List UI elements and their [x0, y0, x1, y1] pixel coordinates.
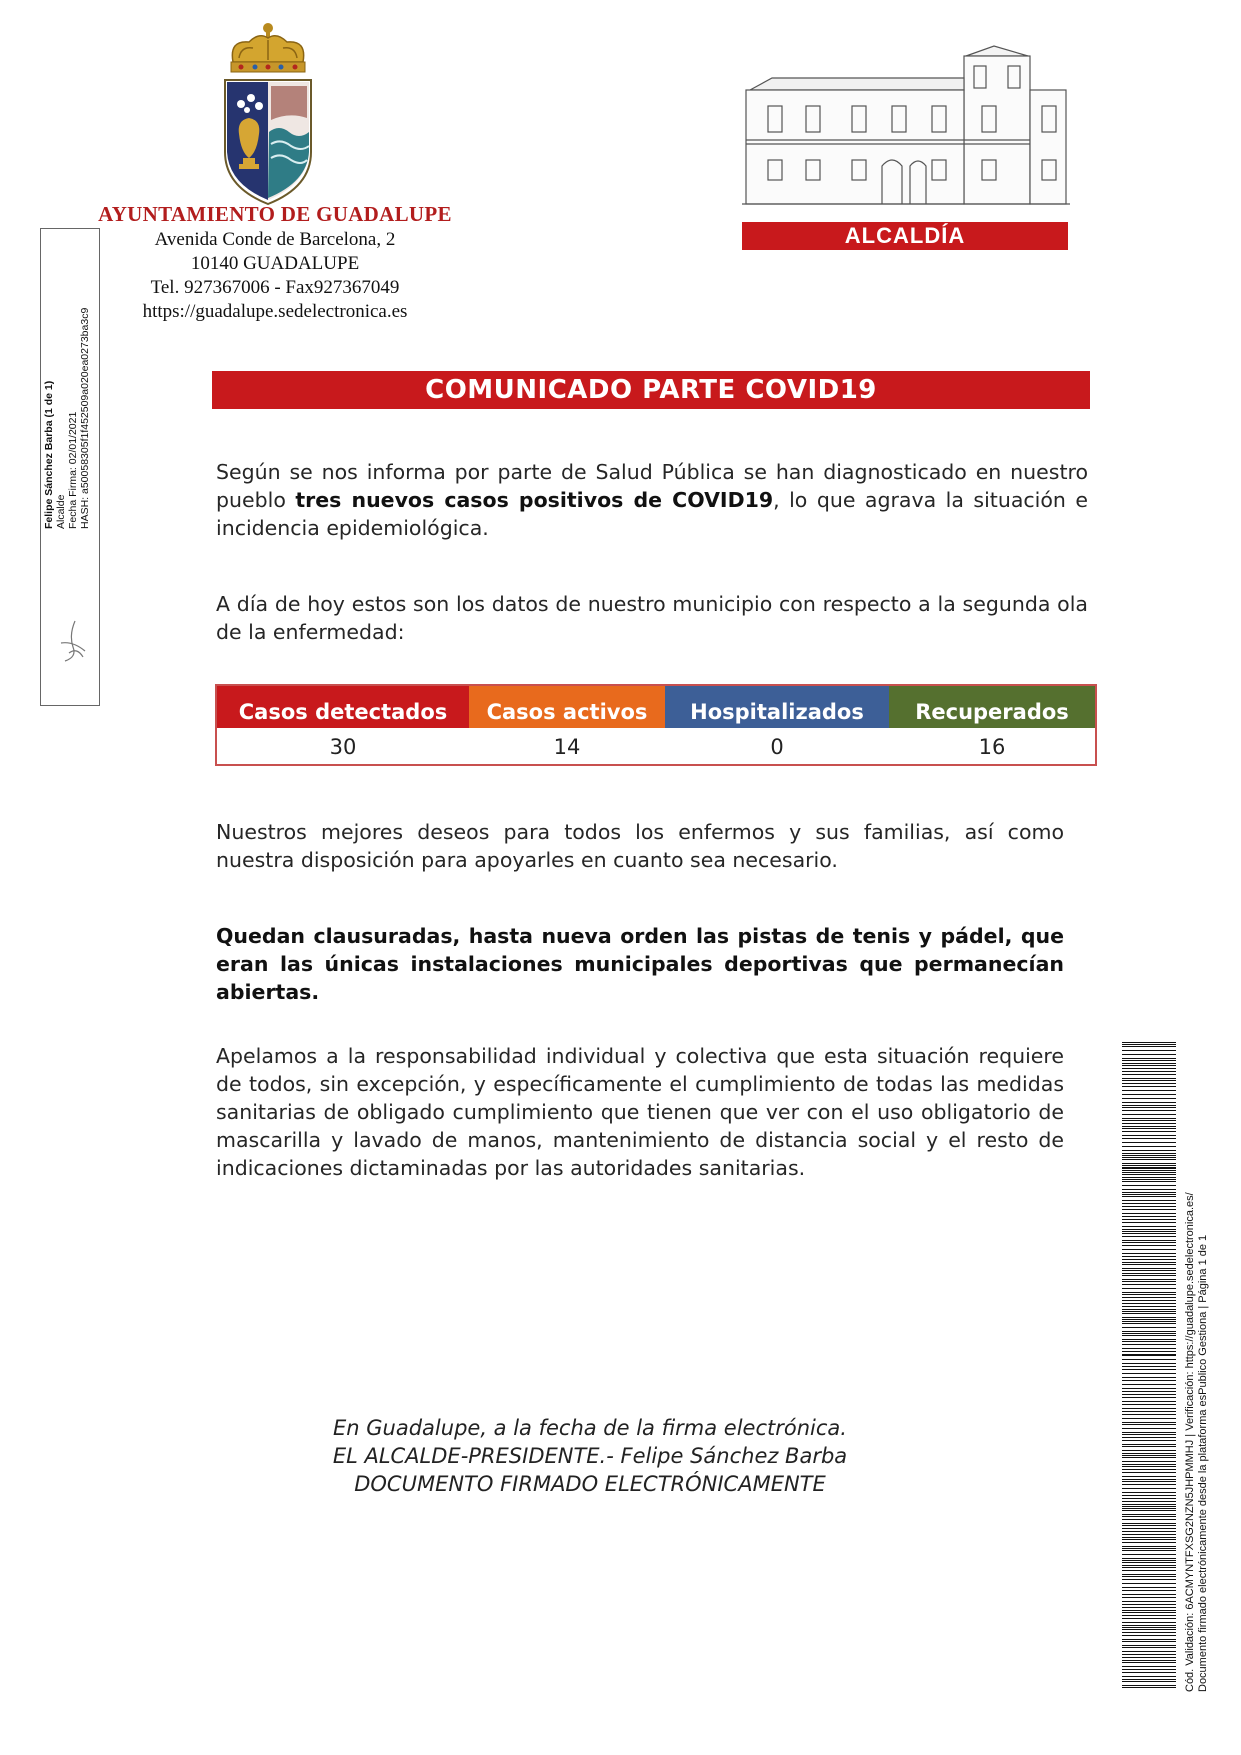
- barcode-bar: [1122, 1504, 1176, 1505]
- closing-place-date: En Guadalupe, a la fecha de la firma electrónica.: [333, 1416, 847, 1440]
- barcode-bar: [1122, 1432, 1176, 1433]
- barcode-bar: [1122, 1071, 1176, 1072]
- barcode-bar: [1122, 1498, 1176, 1499]
- barcode-bar: [1122, 1450, 1176, 1451]
- barcode-bar: [1122, 1422, 1176, 1423]
- barcode-bar: [1122, 1229, 1176, 1230]
- website-link[interactable]: https://guadalupe.sedelectronica.es: [142, 301, 408, 322]
- barcode-bar: [1122, 1401, 1176, 1402]
- barcode-bar: [1122, 1411, 1176, 1412]
- barcode-bar: [1122, 1240, 1176, 1241]
- barcode-bar: [1122, 1464, 1176, 1465]
- barcode-bar: [1122, 1519, 1176, 1520]
- barcode-bar: [1122, 1685, 1176, 1686]
- barcode-bar: [1122, 1388, 1176, 1389]
- barcode-bar: [1122, 1107, 1176, 1108]
- barcode-bar: [1122, 1542, 1176, 1543]
- barcode-bar: [1122, 1488, 1176, 1489]
- barcode-bar: [1122, 1369, 1176, 1370]
- barcode-bar: [1122, 1118, 1176, 1119]
- barcode-bar: [1122, 1622, 1176, 1623]
- barcode-bar: [1122, 1206, 1176, 1207]
- table-header-recovered: Recuperados: [889, 686, 1095, 728]
- barcode-bar: [1122, 1165, 1176, 1166]
- barcode-bar: [1122, 1394, 1176, 1395]
- barcode-bar: [1122, 1583, 1176, 1584]
- barcode-bar: [1122, 1567, 1176, 1568]
- barcode-bar: [1122, 1669, 1176, 1670]
- barcode-bar: [1122, 1172, 1176, 1173]
- barcode-bar: [1122, 1189, 1176, 1190]
- barcode-bar: [1122, 1167, 1176, 1169]
- barcode-bar: [1122, 1264, 1176, 1265]
- signature-details: [43, 239, 91, 529]
- barcode-bar: [1122, 1327, 1176, 1328]
- barcode-bar: [1122, 1335, 1176, 1336]
- barcode-bar: [1122, 1344, 1176, 1345]
- barcode-bar: [1122, 1437, 1176, 1438]
- table-header-row: [217, 686, 1095, 728]
- office-badge: ALCALDÍA: [742, 222, 1068, 250]
- barcode-bar: [1122, 1105, 1176, 1106]
- barcode-bar: [1122, 1135, 1176, 1136]
- barcode-bar: [1122, 1366, 1176, 1367]
- barcode-bar: [1122, 1576, 1176, 1577]
- barcode-bar: [1122, 1373, 1176, 1374]
- barcode-bar: [1122, 1641, 1176, 1642]
- barcode-bar: [1122, 1319, 1176, 1320]
- barcode-bar: [1122, 1428, 1176, 1429]
- barcode-bar: [1122, 1612, 1176, 1613]
- barcode-bar: [1122, 1219, 1176, 1220]
- barcode-bar: [1122, 1333, 1176, 1334]
- barcode-bar: [1122, 1262, 1176, 1263]
- document-title: COMUNICADO PARTE COVID19: [212, 371, 1090, 409]
- barcode-bar: [1122, 1203, 1176, 1204]
- barcode-bar: [1122, 1341, 1176, 1342]
- barcode-bar: [1122, 1074, 1176, 1075]
- barcode-bar: [1122, 1363, 1176, 1364]
- barcode-bar: [1122, 1242, 1176, 1243]
- barcode-bar: [1122, 1377, 1176, 1378]
- barcode-bar: [1122, 1607, 1176, 1608]
- barcode-bar: [1122, 1455, 1176, 1456]
- barcode-bar: [1122, 1090, 1176, 1091]
- covid-stats-table: [215, 684, 1097, 766]
- barcode-bar: [1122, 1192, 1176, 1193]
- barcode-bar: [1122, 1528, 1176, 1529]
- barcode-bar: [1122, 1404, 1176, 1405]
- barcode-bar: [1122, 1126, 1176, 1127]
- signature-date: Fecha Firma: 02/01/2021: [67, 411, 79, 529]
- barcode-bar: [1122, 1065, 1176, 1066]
- barcode-bar: [1122, 1306, 1176, 1307]
- barcode-bar: [1122, 1323, 1176, 1324]
- barcode-bar: [1122, 1550, 1176, 1551]
- organization-name: AYUNTAMIENTO DE GUADALUPE: [98, 202, 452, 226]
- barcode-bar: [1122, 1391, 1176, 1392]
- validation-text: [1184, 1092, 1210, 1692]
- barcode-bar: [1122, 1313, 1176, 1314]
- barcode-bar: [1122, 1651, 1176, 1652]
- barcode-bar: [1122, 1554, 1176, 1555]
- barcode-bar: [1122, 1384, 1176, 1385]
- barcode-bar: [1122, 1508, 1176, 1509]
- barcode-bar: [1122, 1492, 1176, 1493]
- barcode-bar: [1122, 1604, 1176, 1605]
- barcode-bar: [1122, 1185, 1176, 1186]
- barcode-bar: [1122, 1213, 1176, 1214]
- table-header-hospitalized: Hospitalizados: [665, 686, 889, 728]
- barcode-bar: [1122, 1128, 1176, 1129]
- barcode-bar: [1122, 1279, 1176, 1280]
- barcode-bar: [1122, 1481, 1176, 1482]
- barcode-bar: [1122, 1434, 1176, 1435]
- barcode-bar: [1122, 1194, 1176, 1195]
- barcode-bar: [1122, 1303, 1176, 1304]
- barcode-bar: [1122, 1440, 1176, 1441]
- barcode-bar: [1122, 1138, 1176, 1139]
- signer-name: Felipe Sánchez Barba (1 de 1): [43, 380, 55, 529]
- barcode-bar: [1122, 1424, 1176, 1425]
- barcode-bar: [1122, 1174, 1176, 1175]
- barcode-bar: [1122, 1414, 1176, 1415]
- barcode-bar: [1122, 1331, 1176, 1332]
- signature-strip: [40, 228, 100, 706]
- barcode-bar: [1122, 1300, 1176, 1301]
- barcode-bar: [1122, 1537, 1176, 1538]
- barcode-bar: [1122, 1256, 1176, 1257]
- barcode-bar: [1122, 1472, 1176, 1473]
- validation-platform: Documento firmado electrónicamente desde la plataforma esPublico Gestiona | Página 1 de 1: [1197, 1234, 1209, 1692]
- barcode-bar: [1122, 1639, 1176, 1640]
- table-cell-hospitalized: 0: [770, 735, 784, 759]
- barcode-bar: [1122, 1359, 1176, 1360]
- barcode-bar: [1122, 1354, 1176, 1356]
- barcode-bar: [1122, 1311, 1176, 1312]
- barcode-bar: [1122, 1275, 1176, 1276]
- validation-code: Cód. Validación: 6ACMYNTFXSG2NZN5JHPMMHJ | Verificación: https://guadalupe.sedelectronica.es/: [1184, 1192, 1196, 1692]
- barcode-bar: [1122, 1495, 1176, 1496]
- barcode-bar: [1122, 1209, 1176, 1210]
- barcode-bar: [1122, 1516, 1176, 1517]
- barcode-bar: [1122, 1444, 1176, 1445]
- barcode-bar: [1122, 1249, 1176, 1250]
- barcode-bar: [1122, 1196, 1176, 1197]
- barcode-bar: [1122, 1601, 1176, 1602]
- barcode-bar: [1122, 1098, 1176, 1099]
- barcode-bar: [1122, 1565, 1176, 1566]
- table-cell-recovered: 16: [978, 735, 1006, 759]
- barcode-bar: [1122, 1560, 1176, 1561]
- barcode-bar: [1122, 1253, 1176, 1254]
- barcode-bar: [1122, 1672, 1176, 1673]
- table-cell-active: 14: [553, 735, 581, 759]
- barcode-bar: [1122, 1044, 1176, 1045]
- barcode-bar: [1122, 1466, 1176, 1467]
- barcode-bar: [1122, 1594, 1176, 1595]
- signature-hash: HASH: a50058305f1f452509a020ea0273ba3c9: [79, 307, 91, 529]
- barcode-bar: [1122, 1534, 1176, 1535]
- barcode-bar: [1122, 1446, 1176, 1447]
- paragraph-wishes: Nuestros mejores deseos para todos los enfermos y sus familias, así como nuestra disposición para apoyarles en cuanto sea necesario.: [216, 820, 1064, 872]
- barcode-bar: [1122, 1681, 1176, 1682]
- barcode-bar: [1122, 1587, 1176, 1588]
- barcode-bar: [1122, 1050, 1176, 1051]
- barcode-bar: [1122, 1579, 1176, 1580]
- barcode-bar: [1122, 1270, 1176, 1271]
- barcode-bar: [1122, 1679, 1176, 1680]
- barcode-bar: [1122, 1461, 1176, 1462]
- barcode-bar: [1122, 1292, 1176, 1293]
- barcode-bar: [1122, 1629, 1176, 1630]
- barcode-bar: [1122, 1155, 1176, 1156]
- barcode-bar: [1122, 1159, 1176, 1160]
- barcode-bar: [1122, 1662, 1176, 1663]
- barcode-bar: [1122, 1558, 1176, 1559]
- barcode-bar: [1122, 1245, 1176, 1246]
- barcode-bar: [1122, 1110, 1176, 1111]
- barcode-bar: [1122, 1120, 1176, 1121]
- barcode-bar: [1122, 1297, 1176, 1298]
- barcode-bar: [1122, 1625, 1176, 1626]
- barcode-bar: [1122, 1618, 1176, 1619]
- coat-of-arms-logo: [219, 22, 317, 207]
- barcode-bar: [1122, 1146, 1176, 1147]
- barcode-bar: [1122, 1222, 1176, 1223]
- barcode-bar: [1122, 1317, 1176, 1318]
- barcode-bar: [1122, 1142, 1176, 1143]
- barcode-bar: [1122, 1506, 1176, 1507]
- barcode-bar: [1122, 1216, 1176, 1217]
- barcode-bar: [1122, 1660, 1176, 1661]
- barcode-bar: [1122, 1150, 1176, 1151]
- closing-signatory: EL ALCALDE-PRESIDENTE.- Felipe Sánchez Barba: [332, 1444, 848, 1468]
- barcode-bar: [1122, 1548, 1176, 1549]
- barcode-bar: [1122, 1523, 1176, 1524]
- barcode-bar: [1122, 1083, 1176, 1084]
- barcode-bar: [1122, 1060, 1176, 1061]
- barcode-bar: [1122, 1645, 1176, 1646]
- barcode-bar: [1122, 1510, 1176, 1511]
- barcode-bar: [1122, 1453, 1176, 1454]
- table-header-active: Casos activos: [469, 686, 665, 728]
- barcode-bar: [1122, 1321, 1176, 1322]
- table-row: [217, 728, 1095, 764]
- barcode-bar: [1122, 1123, 1176, 1124]
- barcode-bar: [1122, 1114, 1176, 1115]
- barcode-bar: [1122, 1457, 1176, 1458]
- barcode-bar: [1122, 1654, 1176, 1655]
- barcode-bar: [1122, 1348, 1176, 1349]
- barcode-bar: [1122, 1514, 1176, 1515]
- barcode-bar: [1122, 1268, 1176, 1269]
- barcode-bar: [1122, 1153, 1176, 1154]
- barcode-bar: [1122, 1281, 1176, 1282]
- barcode-bar: [1122, 1479, 1176, 1480]
- barcode-bar: [1122, 1163, 1176, 1164]
- barcode-bar: [1122, 1339, 1176, 1340]
- barcode-bar: [1122, 1094, 1176, 1095]
- signer-role: Alcalde: [55, 494, 67, 529]
- address-street: Avenida Conde de Barcelona, 2: [154, 229, 396, 250]
- paragraph-diagnosis: [216, 458, 1088, 542]
- barcode-bar: [1122, 1058, 1176, 1059]
- barcode-bar: [1122, 1647, 1176, 1648]
- barcode-bar: [1122, 1181, 1176, 1182]
- barcode-bar: [1122, 1590, 1176, 1591]
- signature-mark-icon: [55, 617, 91, 663]
- town-hall-building-drawing: [742, 44, 1070, 206]
- barcode-bar: [1122, 1179, 1176, 1180]
- barcode-bar: [1122, 1687, 1176, 1688]
- barcode-bar: [1122, 1546, 1176, 1547]
- barcode-bar: [1122, 1226, 1176, 1227]
- barcode-bar: [1122, 1177, 1176, 1178]
- paragraph-closures: Quedan clausuradas, hasta nueva orden las pistas de tenis y pádel, que eran las únicas instalaciones municipales deportivas que permanecían abiertas.: [216, 924, 1064, 1004]
- barcode-bar: [1122, 1632, 1176, 1633]
- barcode-bar: [1122, 1380, 1176, 1381]
- barcode-bar: [1122, 1259, 1176, 1260]
- barcode-bar: [1122, 1408, 1176, 1409]
- barcode-bar: [1122, 1574, 1176, 1575]
- barcode-bar: [1122, 1501, 1176, 1502]
- barcode-bar: [1122, 1102, 1176, 1103]
- paragraph-diagnosis-start: Según se nos informa por parte de Salud Pública se han diagnosticado en nuestro pueblo: [216, 460, 1088, 512]
- barcode-bar: [1122, 1531, 1176, 1532]
- validation-barcode: [1122, 1042, 1176, 1688]
- barcode-bar: [1122, 1610, 1176, 1611]
- barcode-bar: [1122, 1657, 1176, 1658]
- barcode-bar: [1122, 1666, 1176, 1667]
- barcode-bar: [1122, 1469, 1176, 1470]
- barcode-bar: [1122, 1476, 1176, 1477]
- barcode-bar: [1122, 1231, 1176, 1232]
- barcode-bar: [1122, 1233, 1176, 1234]
- barcode-bar: [1122, 1046, 1176, 1047]
- barcode-bar: [1122, 1042, 1176, 1043]
- barcode-bar: [1122, 1284, 1176, 1285]
- closing-signed-note: DOCUMENTO FIRMADO ELECTRÓNICAMENTE: [354, 1472, 826, 1496]
- barcode-bar: [1122, 1309, 1176, 1310]
- barcode-bar: [1122, 1397, 1176, 1398]
- barcode-bar: [1122, 1562, 1176, 1563]
- barcode-bar: [1122, 1080, 1176, 1081]
- barcode-bar: [1122, 1200, 1176, 1201]
- paragraph-diagnosis-end: , lo que agrava la situación e incidencia epidemiológica.: [216, 488, 1088, 540]
- barcode-bar: [1122, 1273, 1176, 1274]
- barcode-bar: [1122, 1627, 1176, 1628]
- barcode-bar: [1122, 1068, 1176, 1069]
- barcode-bar: [1122, 1131, 1176, 1132]
- table-cell-detected: 30: [329, 735, 357, 759]
- barcode-bar: [1122, 1086, 1176, 1087]
- barcode-bar: [1122, 1597, 1176, 1598]
- barcode-bar: [1122, 1063, 1176, 1064]
- barcode-bar: [1122, 1351, 1176, 1352]
- barcode-bar: [1122, 1635, 1176, 1636]
- phone-fax: Tel. 927367006 - Fax927367049: [150, 277, 400, 298]
- barcode-bar: [1122, 1418, 1176, 1419]
- address-city: 10140 GUADALUPE: [190, 253, 360, 274]
- barcode-bar: [1122, 1539, 1176, 1540]
- paragraph-responsibility: Apelamos a la responsabilidad individual y colectiva que esta situación requiere de todos, sin excepción, y específicamente el cumplimiento de todas las medidas sanitarias de obligado cumplimiento que tienen que ver con el uso obligatorio de mascarilla y lavado de manos, mantenimiento de distancia social y el resto de indicaciones dictaminadas por las autoridades sanitarias.: [216, 1044, 1064, 1180]
- barcode-bar: [1122, 1294, 1176, 1295]
- barcode-bar: [1122, 1288, 1176, 1289]
- paragraph-diagnosis-highlight: tres nuevos casos positivos de COVID19: [295, 488, 774, 512]
- barcode-bar: [1122, 1484, 1176, 1485]
- barcode-bar: [1122, 1078, 1176, 1079]
- barcode-bar: [1122, 1676, 1176, 1677]
- barcode-bar: [1122, 1170, 1176, 1171]
- table-header-detected: Casos detectados: [217, 686, 469, 728]
- barcode-bar: [1122, 1615, 1176, 1616]
- barcode-bar: [1122, 1570, 1176, 1571]
- barcode-bar: [1122, 1236, 1176, 1237]
- barcode-bar: [1122, 1525, 1176, 1526]
- paragraph-data-intro: A día de hoy estos son los datos de nuestro municipio con respecto a la segunda ola de la enfermedad:: [216, 592, 1088, 644]
- barcode-bar: [1122, 1157, 1176, 1158]
- barcode-bar: [1122, 1054, 1176, 1055]
